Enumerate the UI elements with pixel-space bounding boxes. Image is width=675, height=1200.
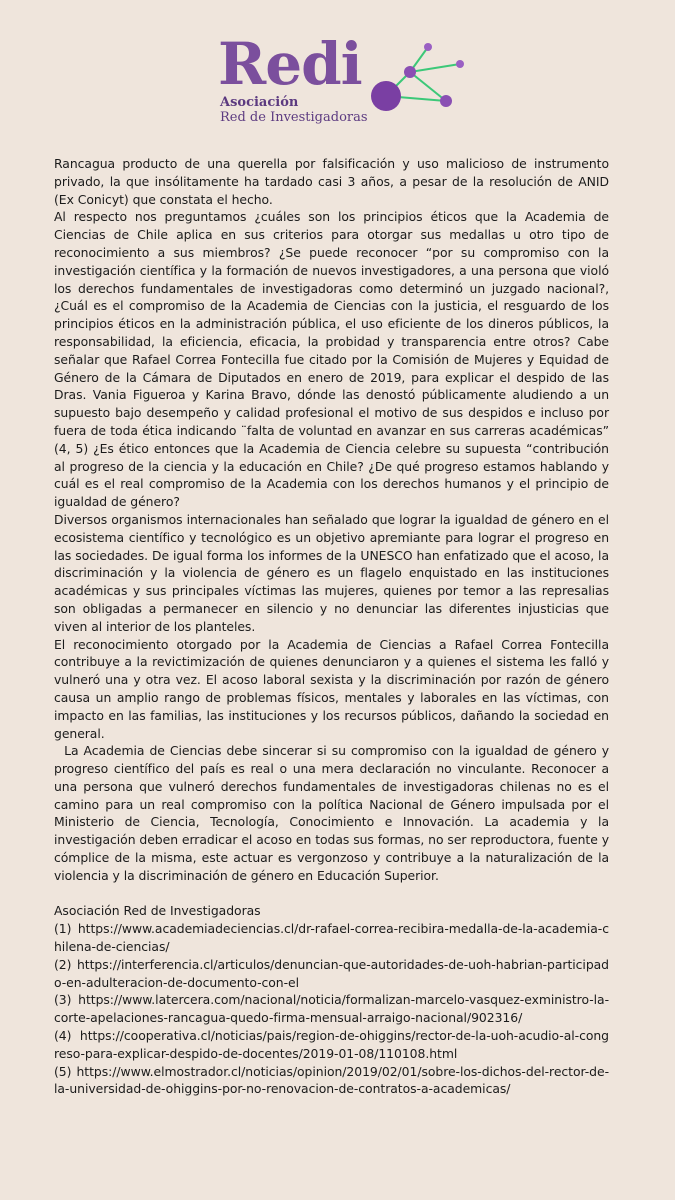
- logo-subtitle-2: Red de Investigadoras: [220, 110, 368, 125]
- signature: Asociación Red de Investigadoras: [54, 903, 261, 919]
- paragraph: Diversos organismos internacionales han señalado que lograr la igualdad de género en el ecosistema científico y tecnológico es un objetivo apremiante para lograr el progreso en las sociedades. De igual forma los informes de la UNESCO han enfatizado que el acoso, la discriminación y la violencia de género es un flagelo enquistado en las instituciones académicas y sus principales víctimas las mujeres, quienes por temor a las represalias son obligadas a permanecer en silencio y no denunciar las diferentes injusticias que viven al interior de los planteles.: [54, 511, 609, 634]
- paragraph: Rancagua producto de una querella por falsificación y uso malicioso de instrumento privado, la que insólitamente ha tardado casi 3 años, a pesar de la resolución de ANID (Ex Conicyt) que constata el hecho.: [54, 156, 609, 207]
- logo-wordmark: Redi: [218, 30, 362, 98]
- logo: [0, 0, 675, 140]
- reference-link[interactable]: (1) https://www.academiadeciencias.cl/dr-rafael-correa-recibira-medalla-de-la-academia-chilena-de-ciencias/: [54, 921, 609, 955]
- reference-link[interactable]: (3) https://www.latercera.com/nacional/noticia/formalizan-marcelo-vasquez-exministro-la-corte-apelaciones-rancagua-quedo-firma-mensual-arraigo-nacional/902316/: [54, 992, 609, 1026]
- paragraph: La Academia de Ciencias debe sincerar si su compromiso con la igualdad de género y progreso científico del país es real o una mera declaración no vinculante. Reconocer a una persona que vulneró derechos fundamentales de investigadoras chilenas no es el camino para un real compromiso con la política Nacional de Género impulsada por el Ministerio de Ciencia, Tecnología, Conocimiento e Innovación. La academia y la investigación deben erradicar el acoso en todas sus formas, no ser reproductora, fuente y cómplice de la misma, este actuar es vergonzoso y contribuye a la naturalización de la violencia y la discriminación de género en Educación Superior.: [54, 743, 613, 883]
- paragraph: El reconocimiento otorgado por la Academia de Ciencias a Rafael Correa Fontecilla contribuye a la revictimización de quienes denunciaron y a quienes el sistema les falló y vulneró una y otra vez. El acoso laboral sexista y la discriminación por razón de género causa un amplio rango de problemas físicos, mentales y laborales en las víctimas, con impacto en las familias, las instituciones y los recursos públicos, dañando la sociedad en general.: [54, 636, 609, 741]
- logo-subtitle-1: Asociación: [220, 95, 299, 110]
- article-body: [54, 155, 613, 1098]
- reference-link[interactable]: (4) https://cooperativa.cl/noticias/pais/region-de-ohiggins/rector-de-la-uoh-acudio-al-congreso-para-explicar-despido-de-docentes/2019-01-08/110108.html: [54, 1028, 609, 1061]
- reference-link[interactable]: (5) https://www.elmostrador.cl/noticias/opinion/2019/02/01/sobre-los-dichos-del-rector-de-la-universidad-de-ohiggins-por-no-renovacion-de-contratos-a-academicas/: [54, 1063, 609, 1097]
- references-list: [54, 920, 609, 1098]
- reference-link[interactable]: (2) https://interferencia.cl/articulos/denuncian-que-autoridades-de-uoh-habrian-participado-en-adulteracion-de-documento-con-el: [54, 956, 609, 990]
- paragraph: Al respecto nos preguntamos ¿cuáles son los principios éticos que la Academia de Ciencias de Chile aplica en sus criterios para otorgar sus medallas u otro tipo de reconocimiento a sus miembros? ¿Se puede reconocer “por su compromiso con la investigación científica y la formación de nuevos investigadores, a una persona que violó los derechos fundamentales de investigadoras como determinó un juzgado nacional?, ¿Cuál es el compromiso de la Academia de Ciencias con la justicia, el resguardo de los principios éticos en la administración pública, el uso eficiente de los dineros públicos, la responsabilidad, la eficiencia, eficacia, la probidad y transparencia entre otros? Cabe señalar que Rafael Correa Fontecilla fue citado por la Comisión de Mujeres y Equidad de Género de la Cámara de Diputados en enero de 2019, para explicar el despido de las Dras. Vania Figueroa y Karina Bravo, dónde las denostó públicamente aludiendo a un supuesto bajo desempeño y calidad profesional el motivo de sus despidos e incluso por fuera de toda ética indicando ¨falta de voluntad en avanzar en sus carreras académicas” (4, 5) ¿Es ético entonces que la Academia de Ciencia celebre su supuesta “contribución al progreso de la ciencia y la educación en Chile? ¿De qué progreso estamos hablando y cuál es el real compromiso de la Academia con los derechos humanos y el principio de igualdad de género?: [54, 209, 609, 510]
